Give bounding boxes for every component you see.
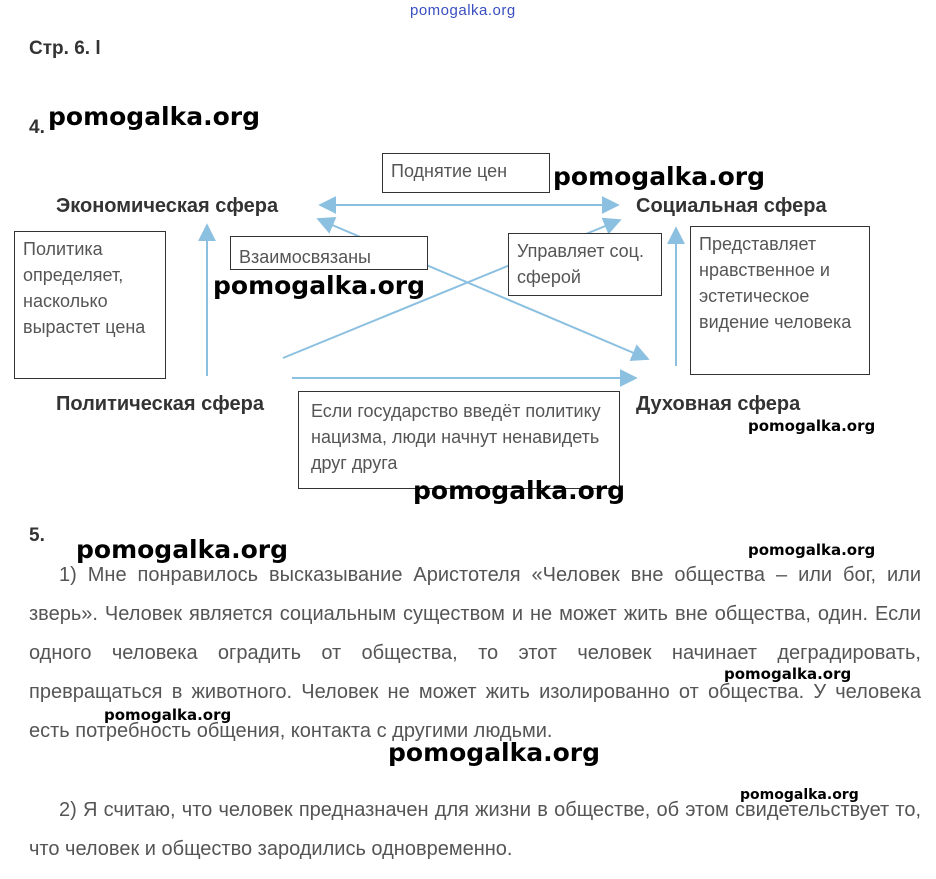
watermark: pomogalka.org bbox=[748, 417, 876, 435]
page-label: Стр. 6. l bbox=[29, 38, 101, 59]
watermark: pomogalka.org bbox=[413, 476, 626, 505]
watermark: pomogalka.org bbox=[48, 102, 261, 131]
box-manages-social: Управляет соц. сферой bbox=[508, 233, 662, 296]
watermark: pomogalka.org bbox=[388, 738, 601, 767]
watermark: pomogalka.org bbox=[748, 541, 876, 559]
answer-paragraph-2: 2) Я считаю, что человек предназначен для жизни в обществе, об этом свидетельствует то, что человек и общество зародились одновременно. bbox=[29, 799, 921, 860]
watermark: pomogalka.org bbox=[76, 535, 289, 564]
sphere-spiritual: Духовная сфера bbox=[636, 393, 801, 415]
sphere-economic: Экономическая сфера bbox=[56, 195, 279, 217]
top-watermark: pomogalka.org bbox=[410, 2, 516, 19]
watermark: pomogalka.org bbox=[740, 787, 859, 803]
watermark: pomogalka.org bbox=[104, 706, 232, 724]
task4-number: 4. bbox=[29, 117, 45, 138]
sphere-political: Политическая сфера bbox=[56, 393, 264, 415]
task5-number: 5. bbox=[29, 525, 45, 546]
answer-paragraph-1: 1) Мне понравилось высказывание Аристотеля «Человек вне общества – или бог, или зверь». Человек является социальным существом и не может жить вне общества, один. Если одного человека оградить от общества, то этот человек начинает деградировать, превращаться в животного. Человек не может жить изолированно от общества. У человека есть потребность общения, контакта с другими людьми. bbox=[29, 564, 921, 742]
watermark: pomogalka.org bbox=[724, 665, 852, 683]
watermark: pomogalka.org bbox=[553, 162, 766, 191]
box-interconnected: Взаимосвязаны bbox=[230, 236, 428, 270]
box-policy-price: Политика определяет, насколько вырастет цена bbox=[14, 231, 166, 379]
sphere-social: Социальная сфера bbox=[636, 195, 827, 217]
box-represents: Представляет нравственное и эстетическое видение человека bbox=[690, 226, 870, 375]
watermark: pomogalka.org bbox=[213, 271, 426, 300]
box-nazism: Если государство введёт политику нацизма, люди начнут ненавидеть друг друга bbox=[298, 391, 620, 489]
box-prices-rise: Поднятие цен bbox=[382, 153, 550, 193]
